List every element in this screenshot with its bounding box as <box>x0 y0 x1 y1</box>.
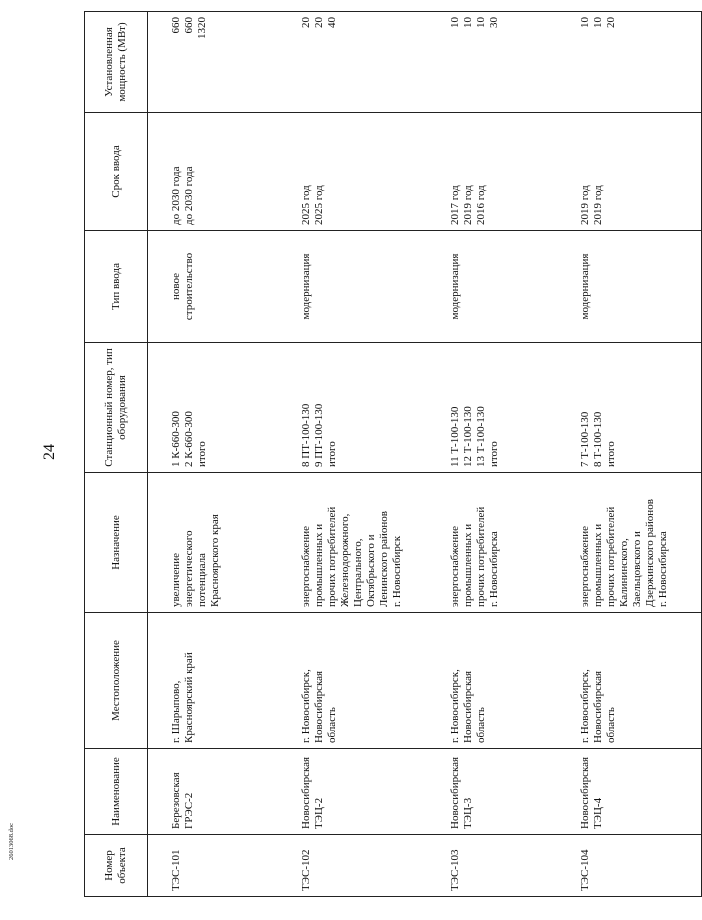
cell-line: 20 <box>313 17 325 28</box>
cell-line: итого <box>605 441 617 467</box>
cell-line: г. Новосибирск, <box>449 669 461 743</box>
cell-lines <box>579 118 605 225</box>
cell-lines <box>579 478 670 607</box>
input-term-cell <box>427 113 557 231</box>
cell-line: 660 <box>183 17 195 34</box>
cell-line: Красноярский край <box>183 652 195 743</box>
cell-lines <box>579 618 618 743</box>
cell-line: 40 <box>326 17 338 28</box>
cell-line: потенциала <box>196 553 208 607</box>
cell-lines <box>300 17 339 107</box>
input-type-cell <box>557 231 702 343</box>
cell-line: ТЭЦ-4 <box>592 797 604 829</box>
cell-lines <box>579 236 592 337</box>
header-equipment: Станционный номер, тип оборудования <box>85 343 148 473</box>
cell-lines <box>449 348 501 467</box>
cell-line: Центрального, <box>352 538 364 607</box>
header-name: Наименование <box>85 749 148 835</box>
cell-lines <box>579 754 605 829</box>
input-term-cell <box>148 113 279 231</box>
cell-line: 7 Т-100-130 <box>579 411 591 467</box>
header-installed-capacity: Установленная мощность (МВт) <box>85 12 148 113</box>
cell-line: Новосибирская <box>300 756 312 829</box>
cell-line: прочих потребителей <box>475 506 487 607</box>
cell-line: энергоснабжение <box>300 526 312 607</box>
cell-lines <box>170 17 209 107</box>
location-cell <box>148 613 279 749</box>
cell-line: 13 Т-100-130 <box>475 406 487 467</box>
cell-line: Калининского, <box>618 538 630 607</box>
cell-line: область <box>326 707 338 743</box>
cell-lines <box>449 118 488 225</box>
purpose-cell <box>148 473 279 613</box>
cell-line: прочих потребителей <box>605 506 617 607</box>
capacity-cell <box>557 12 702 113</box>
cell-lines <box>170 118 196 225</box>
object-name-cell <box>557 749 702 835</box>
cell-lines <box>170 618 196 743</box>
object-name-cell <box>148 749 279 835</box>
cell-line: Новосибирская <box>449 756 461 829</box>
cell-line: Новосибирская <box>579 756 591 829</box>
cell-line: 10 <box>579 17 591 28</box>
cell-lines <box>300 478 404 607</box>
cell-line: ГРЭС-2 <box>183 792 195 829</box>
cell-line: модернизация <box>449 253 461 320</box>
equipment-cell <box>148 343 279 473</box>
cell-line: Ленинского районов <box>378 511 390 607</box>
cell-lines <box>300 118 326 225</box>
cell-line: до 2030 года <box>183 166 195 225</box>
cell-lines <box>170 754 196 829</box>
cell-line: промышленных и <box>462 523 474 607</box>
cell-line: 2 К-660-300 <box>183 411 195 467</box>
page-number-text: 24 <box>41 444 58 460</box>
equipment-cell <box>278 343 427 473</box>
cell-line: г. Новосибирска <box>488 531 500 607</box>
cell-line: итого <box>488 441 500 467</box>
cell-line: промышленных и <box>592 523 604 607</box>
table-row <box>148 12 279 897</box>
object-number-cell: ТЭС-104 <box>557 835 702 897</box>
cell-lines <box>300 618 339 743</box>
cell-lines <box>300 754 326 829</box>
cell-line: 1320 <box>196 17 208 39</box>
cell-line: Железнодорожного, <box>339 513 351 607</box>
cell-line: 660 <box>170 17 182 34</box>
cell-line: 2017 год <box>449 185 461 225</box>
location-cell <box>278 613 427 749</box>
cell-line: Октябрьского и <box>365 534 377 607</box>
input-term-cell <box>557 113 702 231</box>
cell-line: ТЭЦ-2 <box>313 797 325 829</box>
cell-lines <box>300 348 339 467</box>
object-number-cell: ТЭС-101 <box>148 835 279 897</box>
cell-lines <box>170 236 196 337</box>
cell-line: новое <box>170 272 182 301</box>
cell-lines <box>449 754 475 829</box>
cell-line: 10 <box>592 17 604 28</box>
cell-line: г. Новосибирск <box>391 535 403 607</box>
cell-line: энергетического <box>183 530 195 607</box>
cell-lines <box>449 17 501 107</box>
cell-line: 2019 год <box>579 185 591 225</box>
cell-lines <box>579 348 618 467</box>
cell-line: энергоснабжение <box>449 526 461 607</box>
cell-line: энергоснабжение <box>579 526 591 607</box>
cell-line: 20 <box>605 17 617 28</box>
cell-line: Новосибирская <box>462 670 474 743</box>
cell-line: модернизация <box>300 253 312 320</box>
cell-line: итого <box>196 441 208 467</box>
capacity-cell <box>148 12 279 113</box>
cell-line: итого <box>326 441 338 467</box>
purpose-cell <box>557 473 702 613</box>
cell-line: прочих потребителей <box>326 506 338 607</box>
table-body <box>148 12 702 897</box>
location-cell <box>557 613 702 749</box>
page-number <box>38 441 62 463</box>
cell-line: 2025 год <box>300 185 312 225</box>
cell-line: промышленных и <box>313 523 325 607</box>
table-row <box>278 12 427 897</box>
input-type-cell <box>278 231 427 343</box>
cell-line: ТЭЦ-3 <box>462 797 474 829</box>
cell-line: 30 <box>488 17 500 28</box>
equipment-cell <box>557 343 702 473</box>
object-name-cell <box>427 749 557 835</box>
cell-lines <box>170 348 209 467</box>
cell-line: область <box>605 707 617 743</box>
document-code <box>8 822 18 920</box>
power-objects-sheet <box>84 12 669 897</box>
cell-line: 2025 год <box>313 185 325 225</box>
equipment-cell <box>427 343 557 473</box>
cell-line: Красноярского края <box>209 514 221 607</box>
cell-line: строительство <box>183 252 195 321</box>
capacity-cell <box>427 12 557 113</box>
document-code-text: 26013068.doc <box>8 822 15 860</box>
cell-line: 1 К-660-300 <box>170 411 182 467</box>
cell-lines <box>449 478 501 607</box>
cell-line: 8 Т-100-130 <box>592 411 604 467</box>
cell-line: 2019 год <box>592 185 604 225</box>
cell-lines <box>170 478 222 607</box>
cell-line: 10 <box>475 17 487 28</box>
cell-line: 8 ПТ-100-130 <box>300 403 312 467</box>
cell-line: 20 <box>300 17 312 28</box>
cell-line: 12 Т-100-130 <box>462 406 474 467</box>
cell-line: 10 <box>462 17 474 28</box>
cell-line: Новосибирская <box>592 670 604 743</box>
input-type-cell <box>148 231 279 343</box>
cell-lines <box>579 17 618 107</box>
object-name-cell <box>278 749 427 835</box>
cell-line: Новосибирская <box>313 670 325 743</box>
power-objects-table <box>84 11 702 897</box>
cell-line: модернизация <box>579 253 591 320</box>
cell-line: 2019 год <box>462 185 474 225</box>
cell-line: 9 ПТ-100-130 <box>313 403 325 467</box>
cell-lines <box>300 236 313 337</box>
purpose-cell <box>427 473 557 613</box>
cell-line: до 2030 года <box>170 166 182 225</box>
header-input-term: Срок ввода <box>85 113 148 231</box>
cell-line: область <box>475 707 487 743</box>
object-number-cell: ТЭС-102 <box>278 835 427 897</box>
cell-lines <box>449 236 462 337</box>
capacity-cell <box>278 12 427 113</box>
object-number-cell: ТЭС-103 <box>427 835 557 897</box>
cell-line: Березовская <box>170 772 182 829</box>
cell-line: г. Шарыпово, <box>170 680 182 743</box>
header-object-number: Номер объекта <box>85 835 148 897</box>
header-input-type: Тип ввода <box>85 231 148 343</box>
cell-line: 11 Т-100-130 <box>449 406 461 467</box>
cell-lines <box>449 618 488 743</box>
table-header-row <box>85 12 148 897</box>
cell-line: г. Новосибирска <box>657 531 669 607</box>
header-purpose: Назначение <box>85 473 148 613</box>
cell-line: г. Новосибирск, <box>300 669 312 743</box>
cell-line: г. Новосибирск, <box>579 669 591 743</box>
cell-line: Дзержинского районов <box>644 499 656 607</box>
location-cell <box>427 613 557 749</box>
input-term-cell <box>278 113 427 231</box>
cell-line: 10 <box>449 17 461 28</box>
header-location: Местоположение <box>85 613 148 749</box>
cell-line: увеличение <box>170 553 182 607</box>
cell-line: Заельцовского и <box>631 531 643 607</box>
cell-line: 2016 год <box>475 185 487 225</box>
table-row <box>557 12 702 897</box>
input-type-cell <box>427 231 557 343</box>
purpose-cell <box>278 473 427 613</box>
table-row <box>427 12 557 897</box>
